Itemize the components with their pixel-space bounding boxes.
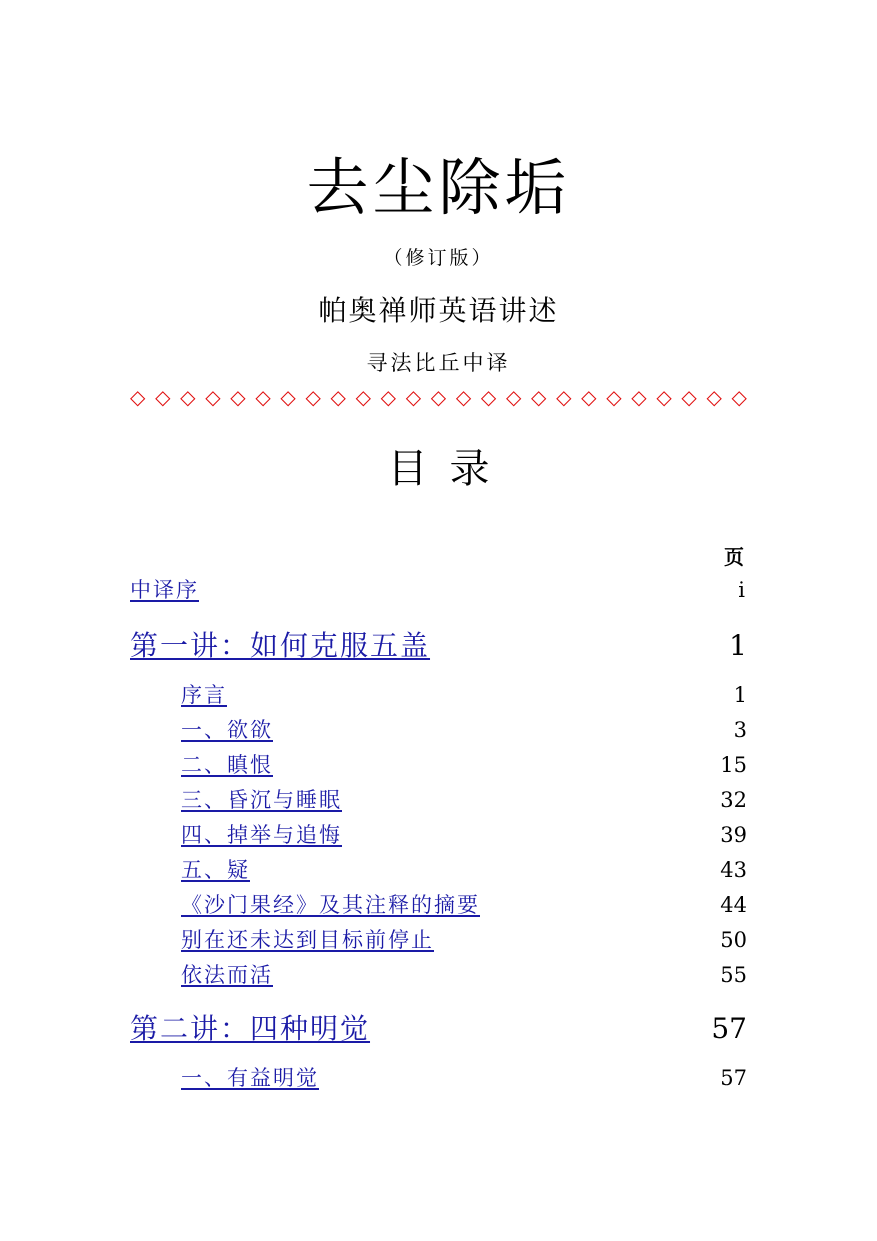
- toc-link-section-sutta-summary[interactable]: 《沙门果经》及其注释的摘要: [181, 893, 480, 917]
- toc-entry-section: [130, 888, 747, 923]
- toc-page-number: 32: [720, 788, 747, 812]
- diamond-ornament-icon: ◇: [505, 385, 522, 409]
- toc-link-section-dont-stop[interactable]: 别在还未达到目标前停止: [181, 928, 434, 952]
- diamond-ornament-icon: ◇: [405, 385, 422, 409]
- diamond-ornament-icon: ◇: [706, 385, 722, 409]
- toc-page-number: 1: [733, 683, 747, 707]
- toc-entry-section: [130, 783, 747, 818]
- diamond-ornament-icon: ◇: [656, 385, 672, 409]
- toc-page-number: 57: [711, 1012, 747, 1045]
- toc-page-number: 55: [720, 963, 747, 987]
- toc-link-section-intro[interactable]: 序言: [181, 683, 227, 707]
- toc-link-section-restlessness-remorse[interactable]: 四、掉举与追悔: [181, 823, 342, 847]
- diamond-ornament-icon: ◇: [430, 385, 447, 409]
- table-of-contents: [130, 573, 747, 1096]
- toc-page-number: i: [738, 578, 745, 602]
- diamond-ornament-icon: ◇: [455, 385, 472, 409]
- diamond-divider: [130, 385, 747, 409]
- diamond-ornament-icon: ◇: [355, 385, 371, 409]
- toc-entry-section: [130, 958, 747, 993]
- toc-page-number: 15: [720, 753, 747, 777]
- diamond-ornament-icon: ◇: [556, 385, 572, 409]
- toc-link-section-sensual-desire[interactable]: 一、欲欲: [181, 718, 273, 742]
- toc-entry-section: [130, 923, 747, 958]
- toc-entry-section: [130, 713, 747, 748]
- toc-heading: 目录: [387, 446, 512, 492]
- toc-page-number: 43: [720, 858, 747, 882]
- toc-link-chapter-2[interactable]: 第二讲：四种明觉: [130, 1012, 371, 1045]
- diamond-ornament-icon: ◇: [255, 385, 271, 409]
- toc-link-section-ill-will[interactable]: 二、瞋恨: [181, 753, 273, 777]
- translator-line: 寻法比丘中译: [366, 351, 511, 375]
- toc-page-number: 44: [720, 893, 747, 917]
- diamond-ornament-icon: ◇: [305, 385, 321, 409]
- book-title: 去尘除垢: [306, 151, 571, 224]
- diamond-ornament-icon: ◇: [180, 385, 196, 409]
- toc-page-number: 1: [729, 629, 747, 662]
- diamond-ornament-icon: ◇: [731, 385, 747, 409]
- diamond-ornament-icon: ◇: [130, 385, 146, 409]
- diamond-ornament-icon: ◇: [606, 385, 622, 409]
- diamond-ornament-icon: ◇: [380, 385, 397, 409]
- toc-entry-chapter-1: [130, 625, 747, 667]
- toc-link-preface[interactable]: 中译序: [130, 578, 199, 602]
- diamond-ornament-icon: ◇: [631, 385, 647, 409]
- toc-entry-section: [130, 678, 747, 713]
- toc-entry-section: [130, 818, 747, 853]
- toc-link-section-beneficial-clear-comprehension[interactable]: 一、有益明觉: [181, 1066, 319, 1090]
- toc-entry-preface: [130, 573, 747, 608]
- diamond-ornament-icon: ◇: [330, 385, 346, 409]
- toc-entry-section: [130, 853, 747, 888]
- diamond-ornament-icon: ◇: [681, 385, 697, 409]
- toc-page-number: 50: [720, 928, 747, 952]
- diamond-ornament-icon: ◇: [205, 385, 221, 409]
- toc-link-section-doubt[interactable]: 五、疑: [181, 858, 250, 882]
- toc-page-number: 57: [720, 1066, 747, 1090]
- diamond-ornament-icon: ◇: [155, 385, 171, 409]
- diamond-ornament-icon: ◇: [280, 385, 296, 409]
- toc-entry-section: [130, 1061, 747, 1096]
- edition-note: （修订版）: [383, 247, 494, 269]
- page-column-label: 页: [724, 545, 744, 569]
- toc-page-number: 39: [720, 823, 747, 847]
- author-line: 帕奥禅师英语讲述: [318, 294, 559, 327]
- diamond-ornament-icon: ◇: [531, 385, 547, 409]
- toc-entry-section: [130, 748, 747, 783]
- diamond-ornament-icon: ◇: [480, 385, 497, 409]
- toc-link-section-live-by-dhamma[interactable]: 依法而活: [181, 963, 273, 987]
- diamond-ornament-icon: ◇: [230, 385, 246, 409]
- toc-entry-chapter-2: [130, 1008, 747, 1050]
- toc-page-number: 3: [733, 718, 747, 742]
- diamond-ornament-icon: ◇: [581, 385, 597, 409]
- toc-link-section-sloth-torpor[interactable]: 三、昏沉与睡眠: [181, 788, 342, 812]
- toc-link-chapter-1[interactable]: 第一讲：如何克服五盖: [130, 629, 431, 662]
